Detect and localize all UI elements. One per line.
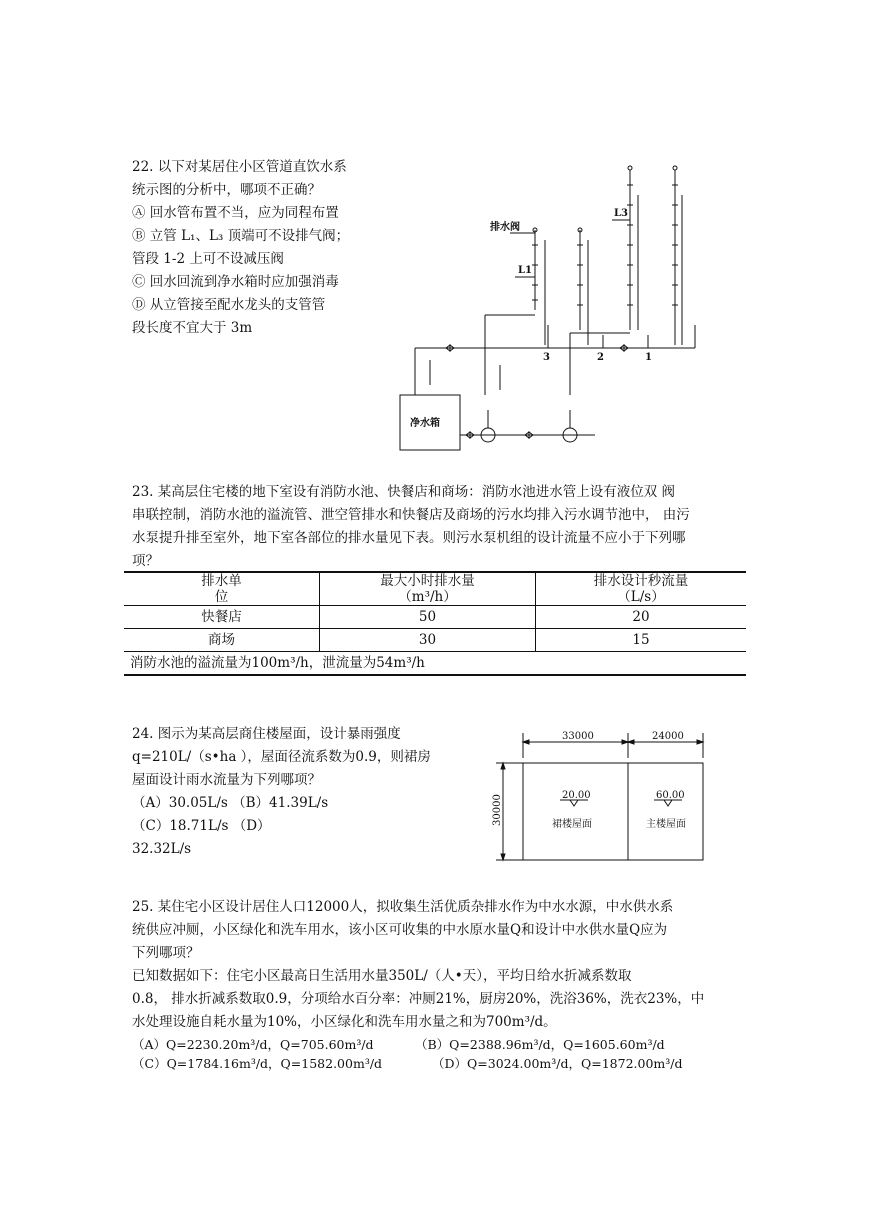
q25-line: 0.8， 排水折减系数取0.9，分项给水百分率：冲厕21%，厨房20%，洗浴36%，洗衣23%，中 <box>132 991 705 1007</box>
q22-line: 22. 以下对某居住小区管道直饮水系 <box>132 159 347 175</box>
table-row <box>124 629 746 652</box>
roof-plan-diagram <box>488 728 738 868</box>
q22-line: 管段 1-2 上可不设减压阀 <box>132 251 284 267</box>
dim-height-label: 30000 <box>492 794 503 826</box>
q25-line: 下列哪项？ <box>132 945 200 961</box>
q22-line: 段长度不宜大于 3m <box>132 320 253 336</box>
elevation-right: 60.00 <box>656 790 685 801</box>
q23-line: 水泵提升排至室外，地下室各部位的排水量见下表。则污水泵机组的设计流量不应小于下列哪 <box>132 530 686 546</box>
q24-line: 32.32L/s <box>132 841 192 857</box>
table-row <box>124 606 746 629</box>
node-3-label: 3 <box>543 352 550 363</box>
q24-line: q=210L/（s•ha ），屋面径流系数为0.9，则裙房 <box>132 749 431 765</box>
riser-l3-label: L3 <box>614 208 628 219</box>
q24-option-ab: （A）30.05L/s （B）41.39L/s <box>132 795 329 811</box>
table-header-design-flow: 排水设计秒流量 （L/s） <box>536 572 747 606</box>
node-2-label: 2 <box>597 352 604 363</box>
q23-line: 串联控制，消防水池的溢流管、泄空管排水和快餐店及商场的污水均排入污水调节池中， 由污 <box>132 507 690 523</box>
table-cell: 50 <box>320 606 536 629</box>
q25-option-c: （C）Q=1784.16m³/d，Q=1582.00m³/d <box>132 1056 383 1071</box>
table-cell: 20 <box>536 606 747 629</box>
riser-l1-label: L1 <box>518 265 532 276</box>
elevation-left: 20.00 <box>562 790 591 801</box>
drain-valve-label: 排水阀 <box>490 222 520 233</box>
q25-option-a: （A）Q=2230.20m³/d，Q=705.60m³/d <box>132 1037 374 1052</box>
drinking-water-system-diagram <box>390 155 710 455</box>
q22-option-a: Ⓐ 回水管布置不当，应为同程布置 <box>132 205 339 221</box>
q25-line: 已知数据如下：住宅小区最高日生活用水量350L/（人•天），平均日给水折减系数取 <box>132 968 632 984</box>
podium-roof-label: 裙楼屋面 <box>552 819 592 830</box>
clean-water-tank-label: 净水箱 <box>410 418 440 429</box>
drainage-table <box>124 571 746 676</box>
q22-option-d: Ⓓ 从立管接至配水龙头的支管管 <box>132 297 326 313</box>
q22-option-c: Ⓒ 回水回流到净水箱时应加强消毒 <box>132 274 339 290</box>
q24-option-cd: （C）18.71L/s （D） <box>132 818 271 834</box>
table-header-unit: 排水单 位 <box>124 572 320 606</box>
q23-line: 项？ <box>132 553 159 569</box>
main-roof-label: 主楼屋面 <box>646 819 686 830</box>
table-note: 消防水池的溢流量为100m³/h，泄流量为54m³/h <box>124 652 746 676</box>
node-1-label: 1 <box>645 352 652 363</box>
q25-line: 水处理设施自耗水量为10%，小区绿化和洗车用水量之和为700m³/d。 <box>132 1014 557 1030</box>
q24-line: 屋面设计雨水流量为下列哪项？ <box>132 772 321 788</box>
q25-line: 统供应冲厕，小区绿化和洗车用水，该小区可收集的中水原水量Q和设计中水供水量Q应为 <box>132 922 668 938</box>
table-cell: 15 <box>536 629 747 652</box>
table-cell: 30 <box>320 629 536 652</box>
q25-option-b: （B）Q=2388.96m³/d，Q=1605.60m³/d <box>415 1037 665 1052</box>
dim-left-label: 33000 <box>562 731 594 742</box>
q25-option-d: （D）Q=3024.00m³/d，Q=1872.00m³/d <box>432 1056 683 1071</box>
dim-right-label: 24000 <box>652 731 684 742</box>
table-cell: 商场 <box>124 629 320 652</box>
q24-line: 24. 图示为某高层商住楼屋面，设计暴雨强度 <box>132 726 401 742</box>
q22-line: 统示图的分析中，哪项不正确？ <box>132 182 321 198</box>
q22-option-b: Ⓑ 立管 L₁、L₃ 顶端可不设排气阀； <box>132 228 350 244</box>
table-cell: 快餐店 <box>124 606 320 629</box>
q25-line: 25. 某住宅小区设计居住人口12000人，拟收集生活优质杂排水作为中水水源，中水供水系 <box>132 899 674 915</box>
q23-line: 23. 某高层住宅楼的地下室设有消防水池、快餐店和商场：消防水池进水管上设有液位双 阀 <box>132 484 676 500</box>
table-header-max-hourly: 最大小时排水量 （m³/h） <box>320 572 536 606</box>
